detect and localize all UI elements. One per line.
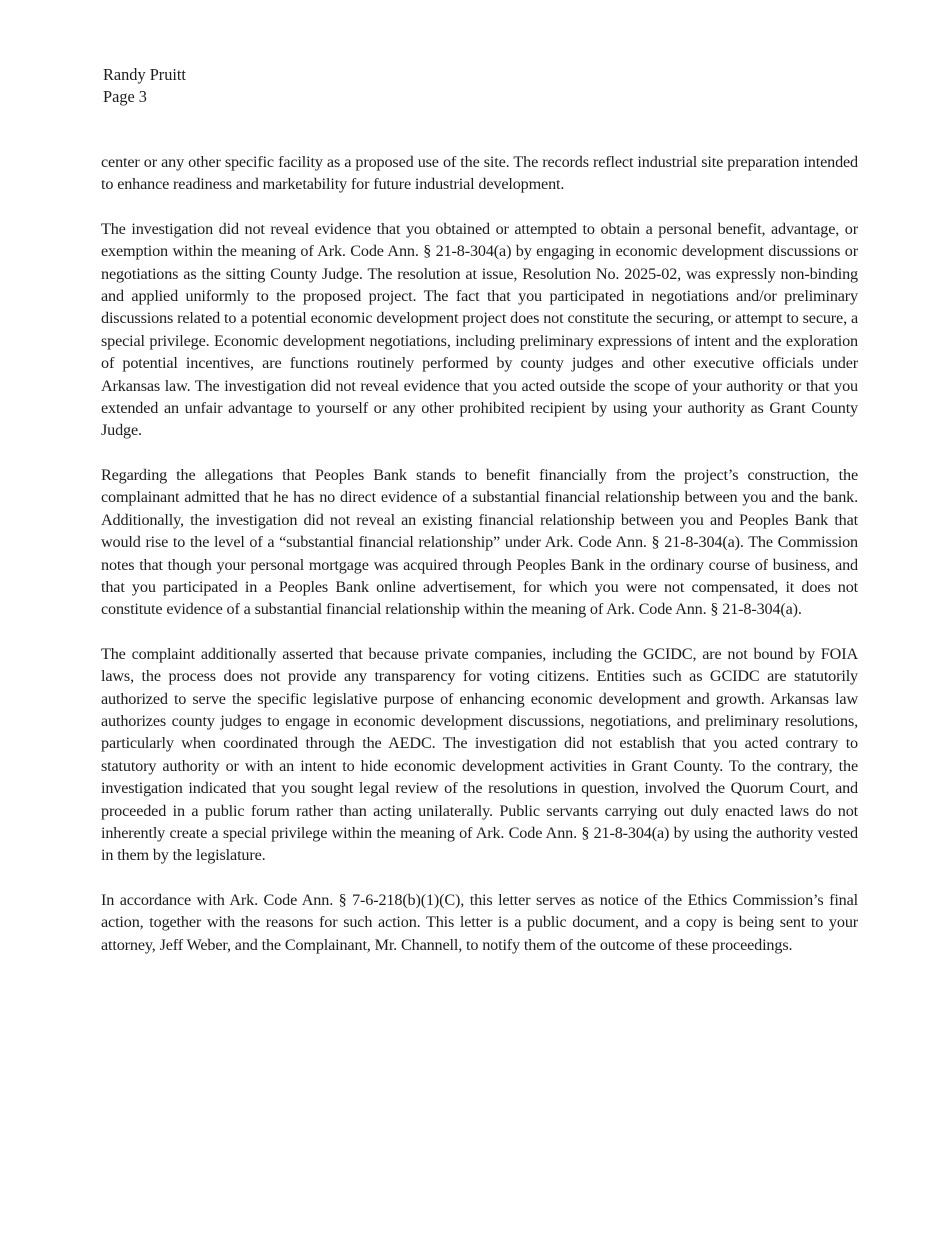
recipient-name: Randy Pruitt	[103, 65, 186, 84]
letter-body	[101, 151, 858, 978]
page-number: Page 3	[103, 87, 147, 106]
paragraph-notice-of-final-action: In accordance with Ark. Code Ann. § 7-6-218(b)(1)(C), this letter serves as notice of the Ethics Commission’s final action, together with the reasons for such action. This letter is a public document, and a copy is being sent to your attorney, Jeff Weber, and the Complainant, Mr. Channell, to notify them of the outcome of these proceedings.	[101, 890, 858, 954]
paragraph-site-use-continuation: center or any other specific facility as a proposed use of the site. The records reflect industrial site preparation intended to enhance readiness and marketability for future industrial development.	[101, 153, 858, 194]
paragraph-personal-benefit-finding: The investigation did not reveal evidence that you obtained or attempted to obtain a personal benefit, advantage, or exemption within the meaning of Ark. Code Ann. § 21-8-304(a) by engaging in economic development discussions or negotiations as the sitting County Judge. The resolution at issue, Resolution No. 2025-02, was expressly non-binding and applied uniformly to the proposed project. The fact that you participated in negotiations and/or preliminary discussions related to a potential economic development project does not constitute the securing, or attempt to secure, a special privilege. Economic development negotiations, including preliminary expressions of intent and the exploration of potential incentives, are functions routinely performed by county judges and other executive officials under Arkansas law. The investigation did not reveal evidence that you acted outside the scope of your authority or that you extended an unfair advantage to yourself or any other prohibited recipient by using your authority as Grant County Judge.	[101, 219, 858, 440]
page-header	[103, 64, 186, 108]
paragraph-peoples-bank-finding: Regarding the allegations that Peoples Bank stands to benefit financially from the project’s construction, the complainant admitted that he has no direct evidence of a substantial financial relationship between you and the bank. Additionally, the investigation did not reveal an existing financial relationship between you and Peoples Bank that would rise to the level of a “substantial financial relationship” under Ark. Code Ann. § 21-8-304(a). The Commission notes that though your personal mortgage was acquired through Peoples Bank in the ordinary course of business, and that you participated in a Peoples Bank online advertisement, for which you were not compensated, it does not constitute evidence of a substantial financial relationship within the meaning of Ark. Code Ann. § 21-8-304(a).	[101, 465, 858, 619]
paragraph-transparency-finding: The complaint additionally asserted that because private companies, including the GCIDC, are not bound by FOIA laws, the process does not provide any transparency for voting citizens. Entities such as GCIDC are statutorily authorized to serve the specific legislative purpose of enhancing economic development and growth. Arkansas law authorizes county judges to engage in economic development discussions, negotiations, and preliminary resolutions, particularly when coordinated through the AEDC. The investigation did not establish that you acted contrary to statutory authority or with an intent to hide economic development activities in Grant County. To the contrary, the investigation indicated that you sought legal review of the resolutions in question, involved the Quorum Court, and proceeded in a public forum rather than acting unilaterally. Public servants carrying out duly enacted laws do not inherently create a special privilege within the meaning of Ark. Code Ann. § 21-8-304(a) by using the authority vested in them by the legislature.	[101, 644, 858, 865]
